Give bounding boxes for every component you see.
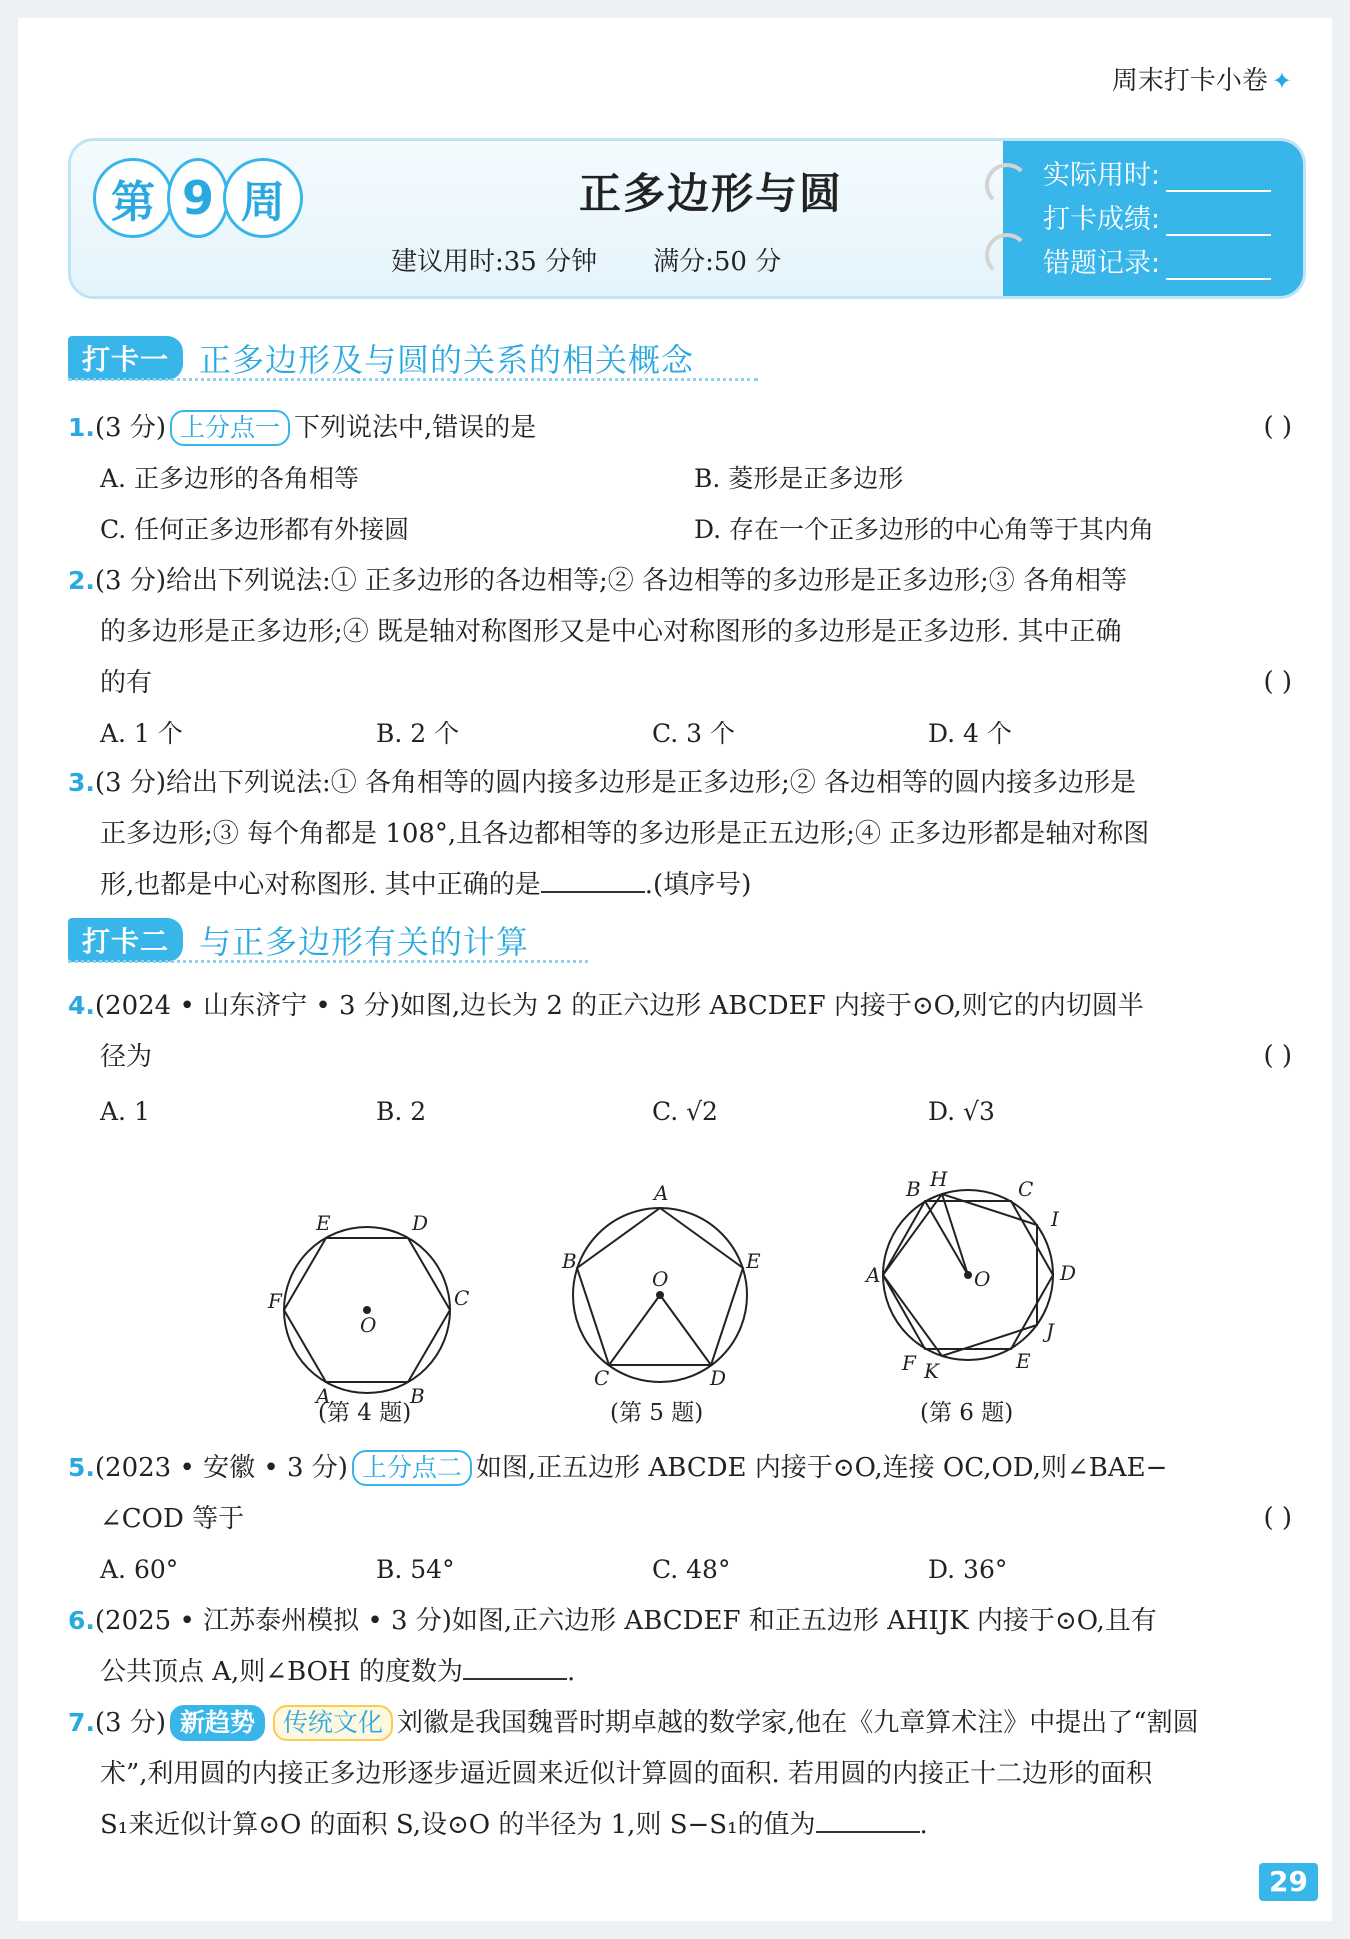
culture-badge: 传统文化 xyxy=(273,1705,393,1741)
question-2: 2.(3 分)给出下列说法:① 正多边形的各边相等;② 各边相等的多边形是正多边形;③ 各角相等 的多边形是正多边形;④ 既是轴对称图形又是中心对称图形的多边形是正多边形. 其中正确 的有 ( ) xyxy=(68,555,1300,709)
option-c: C. 48° xyxy=(652,1555,731,1584)
label-C: C xyxy=(454,1286,470,1310)
label-E: E xyxy=(316,1211,331,1235)
label-O: O xyxy=(360,1313,377,1337)
question-6: 6.(2025 • 江苏泰州模拟 • 3 分)如图,正六边形 ABCDEF 和正五边形 AHIJK 内接于⊙O,且有 公共顶点 A,则∠BOH 的度数为 . xyxy=(68,1606,1157,1687)
answer-blank[interactable] xyxy=(816,1807,920,1833)
option-d: D. √3 xyxy=(928,1097,995,1126)
question-1 xyxy=(68,402,1300,454)
label-F: F xyxy=(902,1351,916,1375)
figure-4-caption: (第 4 题) xyxy=(318,1400,412,1426)
answer-blank[interactable] xyxy=(463,1654,567,1680)
actual-time-field[interactable]: 实际用时: xyxy=(1043,153,1271,192)
label-A: A xyxy=(654,1181,669,1205)
figure-6-caption: (第 6 题) xyxy=(920,1400,1014,1426)
sparkle-icon: ✦ xyxy=(1271,67,1292,95)
option-a: A. 1 个 xyxy=(100,719,183,748)
question-5: 5.(2023 • 安徽 • 3 分) 上分点二 如图,正五边形 ABCDE 内接于⊙O,连接 OC,OD,则∠BAE− ∠COD 等于 ( ) xyxy=(68,1442,1300,1545)
label-K: K xyxy=(924,1359,939,1383)
section-underline xyxy=(68,960,588,963)
option-a: A. 60° xyxy=(100,1555,179,1584)
option-c: C. 任何正多边形都有外接圆 xyxy=(100,515,410,544)
question-number: 6. xyxy=(68,1606,95,1635)
label-E: E xyxy=(1016,1349,1031,1373)
score-field[interactable]: 打卡成绩: xyxy=(1043,197,1271,236)
section-label: 打卡一 xyxy=(68,336,183,380)
label-I: I xyxy=(1051,1207,1059,1231)
label-E: E xyxy=(746,1249,761,1273)
ring-hook-icon xyxy=(985,163,1029,207)
question-3: 3.(3 分)给出下列说法:① 各角相等的圆内接多边形是正多边形;② 各边相等的圆内接多边形是 正多边形;③ 每个角都是 108°,且各边都相等的多边形是正五边形;④ 正多边形都是轴对称图 形,也都是中心对称图形. 其中正确的是 .(填序号) xyxy=(68,768,1150,900)
question-number: 7. xyxy=(68,1708,95,1737)
label-J: J xyxy=(1046,1319,1055,1343)
option-b: B. 菱形是正多边形 xyxy=(694,464,904,493)
label-B: B xyxy=(562,1249,577,1273)
option-d: D. 4 个 xyxy=(928,719,1012,748)
figure-6-hexagon-pentagon xyxy=(864,1167,1076,1383)
label-B: B xyxy=(906,1177,921,1201)
section-underline xyxy=(68,378,758,381)
question-stem: 下列说法中,错误的是 xyxy=(294,413,537,443)
label-F: F xyxy=(268,1289,282,1313)
option-a: A. 正多边形的各角相等 xyxy=(100,464,359,493)
question-4: 4.(2024 • 山东济宁 • 3 分)如图,边长为 2 的正六边形 ABCDEF 内接于⊙O,则它的内切圆半 径为 ( ) xyxy=(68,980,1300,1083)
label-A: A xyxy=(866,1263,881,1287)
option-c: C. √2 xyxy=(652,1097,718,1126)
answer-paren[interactable]: ( ) xyxy=(1263,412,1292,442)
question-number: 2. xyxy=(68,566,95,595)
full-score: 满分:50 分 xyxy=(653,247,782,277)
question-number: 4. xyxy=(68,991,95,1020)
question-number: 1. xyxy=(68,413,95,442)
difficulty-badge: 上分点二 xyxy=(352,1450,472,1486)
answer-paren[interactable]: ( ) xyxy=(1263,1503,1292,1533)
label-D: D xyxy=(412,1211,429,1235)
week-badge xyxy=(93,155,297,241)
section-label: 打卡二 xyxy=(68,918,183,962)
page-number: 29 xyxy=(1259,1863,1318,1901)
label-O: O xyxy=(974,1267,991,1291)
option-d: D. 36° xyxy=(928,1555,1008,1584)
answer-paren[interactable]: ( ) xyxy=(1263,1041,1292,1071)
suggested-time: 建议用时:35 分钟 xyxy=(391,247,598,277)
trend-badge: 新趋势 xyxy=(170,1705,265,1741)
errors-field[interactable]: 错题记录: xyxy=(1043,241,1271,280)
week-prefix: 第 xyxy=(93,158,173,238)
record-panel xyxy=(1003,141,1303,296)
answer-paren[interactable]: ( ) xyxy=(1263,667,1292,697)
label-C: C xyxy=(1018,1177,1034,1201)
section-heading-2 xyxy=(68,918,529,962)
label-D: D xyxy=(1060,1261,1077,1285)
header-banner xyxy=(68,138,1306,299)
corner-tag: 周末打卡小卷 ✦ xyxy=(1111,66,1292,96)
section-title: 与正多边形有关的计算 xyxy=(199,923,530,961)
label-H: H xyxy=(930,1167,948,1191)
question-7: 7.(3 分) 新趋势 传统文化 刘徽是我国魏晋时期卓越的数学家,他在《九章算术注》中提出了“割圆 术”,利用圆的内接正多边形逐步逼近圆来近似计算圆的面积. 若用圆的内接正十二边形的面积 S₁来近似计算⊙O 的面积 S,设⊙O 的半径为 1,则 S−S₁的值为 . xyxy=(68,1697,1300,1851)
label-D: D xyxy=(710,1366,727,1390)
answer-blank[interactable] xyxy=(541,867,645,893)
ring-hook-icon xyxy=(985,233,1029,277)
label-A: A xyxy=(316,1384,331,1408)
label-B: B xyxy=(410,1384,425,1408)
banner-subtitle xyxy=(391,241,837,278)
section-title: 正多边形及与圆的关系的相关概念 xyxy=(199,341,695,379)
option-b: B. 2 xyxy=(376,1097,427,1126)
page-title: 正多边形与圆 xyxy=(578,169,843,218)
question-number: 5. xyxy=(68,1453,95,1482)
difficulty-badge: 上分点一 xyxy=(170,410,290,446)
figure-4-hexagon xyxy=(267,1211,469,1408)
question-score: (3 分) xyxy=(94,413,167,443)
option-d: D. 存在一个正多边形的中心角等于其内角 xyxy=(694,515,1155,544)
week-number: 9 xyxy=(167,158,229,238)
option-b: B. 2 个 xyxy=(376,719,460,748)
week-suffix: 周 xyxy=(223,158,303,238)
figure-5-pentagon xyxy=(561,1181,761,1390)
figure-5-caption: (第 5 题) xyxy=(610,1400,704,1426)
label-C: C xyxy=(594,1366,610,1390)
section-heading-1 xyxy=(68,336,694,380)
label-O: O xyxy=(652,1267,669,1291)
option-b: B. 54° xyxy=(376,1555,455,1584)
question-number: 3. xyxy=(68,768,95,797)
option-c: C. 3 个 xyxy=(652,719,735,748)
option-a: A. 1 xyxy=(100,1097,150,1126)
